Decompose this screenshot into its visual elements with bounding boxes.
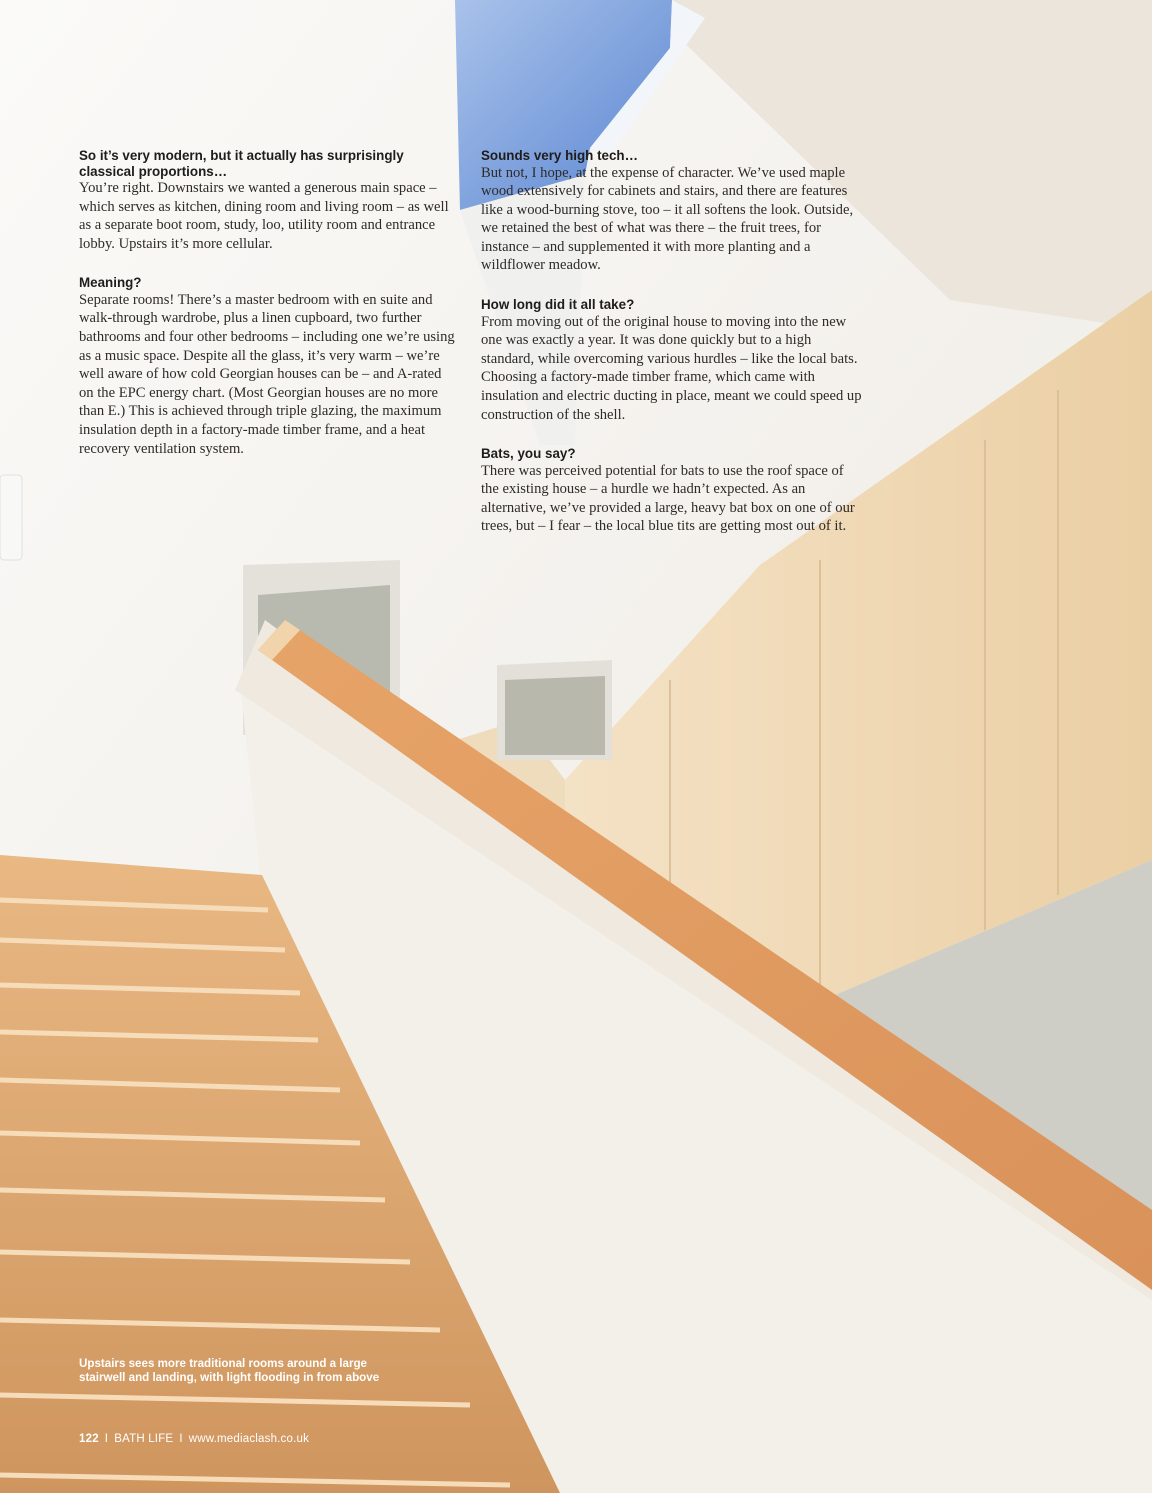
page-number: 122 — [79, 1433, 99, 1445]
question-heading: Sounds very high tech… — [481, 148, 638, 163]
footer-separator: I — [104, 1433, 109, 1445]
question-heading: How long did it all take? — [481, 297, 635, 313]
question-heading: So it’s very modern, but it actually has surprisingly classical proportions… — [79, 148, 404, 179]
magazine-name: BATH LIFE — [114, 1433, 174, 1445]
qa-block — [481, 148, 863, 275]
qa-block — [481, 297, 863, 424]
answer-paragraph: You’re right. Downstairs we wanted a generous main space – which serves as kitchen, dining room and living room – as well as a separate boot room, study, loo, utility room and entrance lobby. Upstairs it’s more cellular. — [79, 180, 449, 252]
left-column — [79, 148, 455, 480]
question-heading: Meaning? — [79, 275, 142, 291]
qa-block — [79, 148, 455, 253]
footer-separator: I — [179, 1433, 183, 1445]
answer-paragraph: From moving out of the original house to moving into the new one was exactly a year. It was done quickly but to a high standard, while overcoming various hurdles – like the local bats. Choosing a factory-made timber frame, which came with insulation and electric ducting in place, meant we could speed up construction of the shell. — [481, 313, 862, 423]
answer-paragraph: There was perceived potential for bats to use the roof space of the existing house – a hurdle we hadn’t expected. As an alternative, we’ve provided a large, heavy bat box on one of our trees, but – I fear – the local blue tits are getting most out of it. — [481, 462, 855, 535]
pendant-light — [0, 475, 22, 560]
qa-block — [481, 446, 863, 536]
question-heading: Bats, you say? — [481, 446, 576, 462]
window-right — [505, 676, 605, 755]
answer-paragraph: Separate rooms! There’s a master bedroom with en suite and walk-through wardrobe, plus a linen cupboard, two further bathrooms and four other bedrooms – including one we’re using as a music space. Despite all the glass, it’s very warm – we’re well aware of how cold Georgian houses can be – and A-rated on the EPC energy chart. (Most Georgian houses are no more than E.) This is achieved through triple glazing, the maximum insulation depth in a factory-made timber frame, and a heat recovery ventilation system. — [79, 291, 455, 457]
photo-caption: Upstairs sees more traditional rooms around a large stairwell and landing, with light flooding in from above — [79, 1357, 380, 1384]
answer-paragraph: But not, I hope, at the expense of character. We’ve used maple wood extensively for cabinets and stairs, and there are features like a wood-burning stove, too – it all softens the look. Outside, we retained the best of what was there – the fruit trees, for instance – and supplemented it with more planting and a wildflower meadow. — [481, 164, 854, 274]
right-column — [481, 148, 863, 558]
page-footer — [79, 1433, 309, 1445]
qa-block — [79, 275, 455, 458]
website-url[interactable]: www.mediaclash.co.uk — [188, 1433, 310, 1445]
